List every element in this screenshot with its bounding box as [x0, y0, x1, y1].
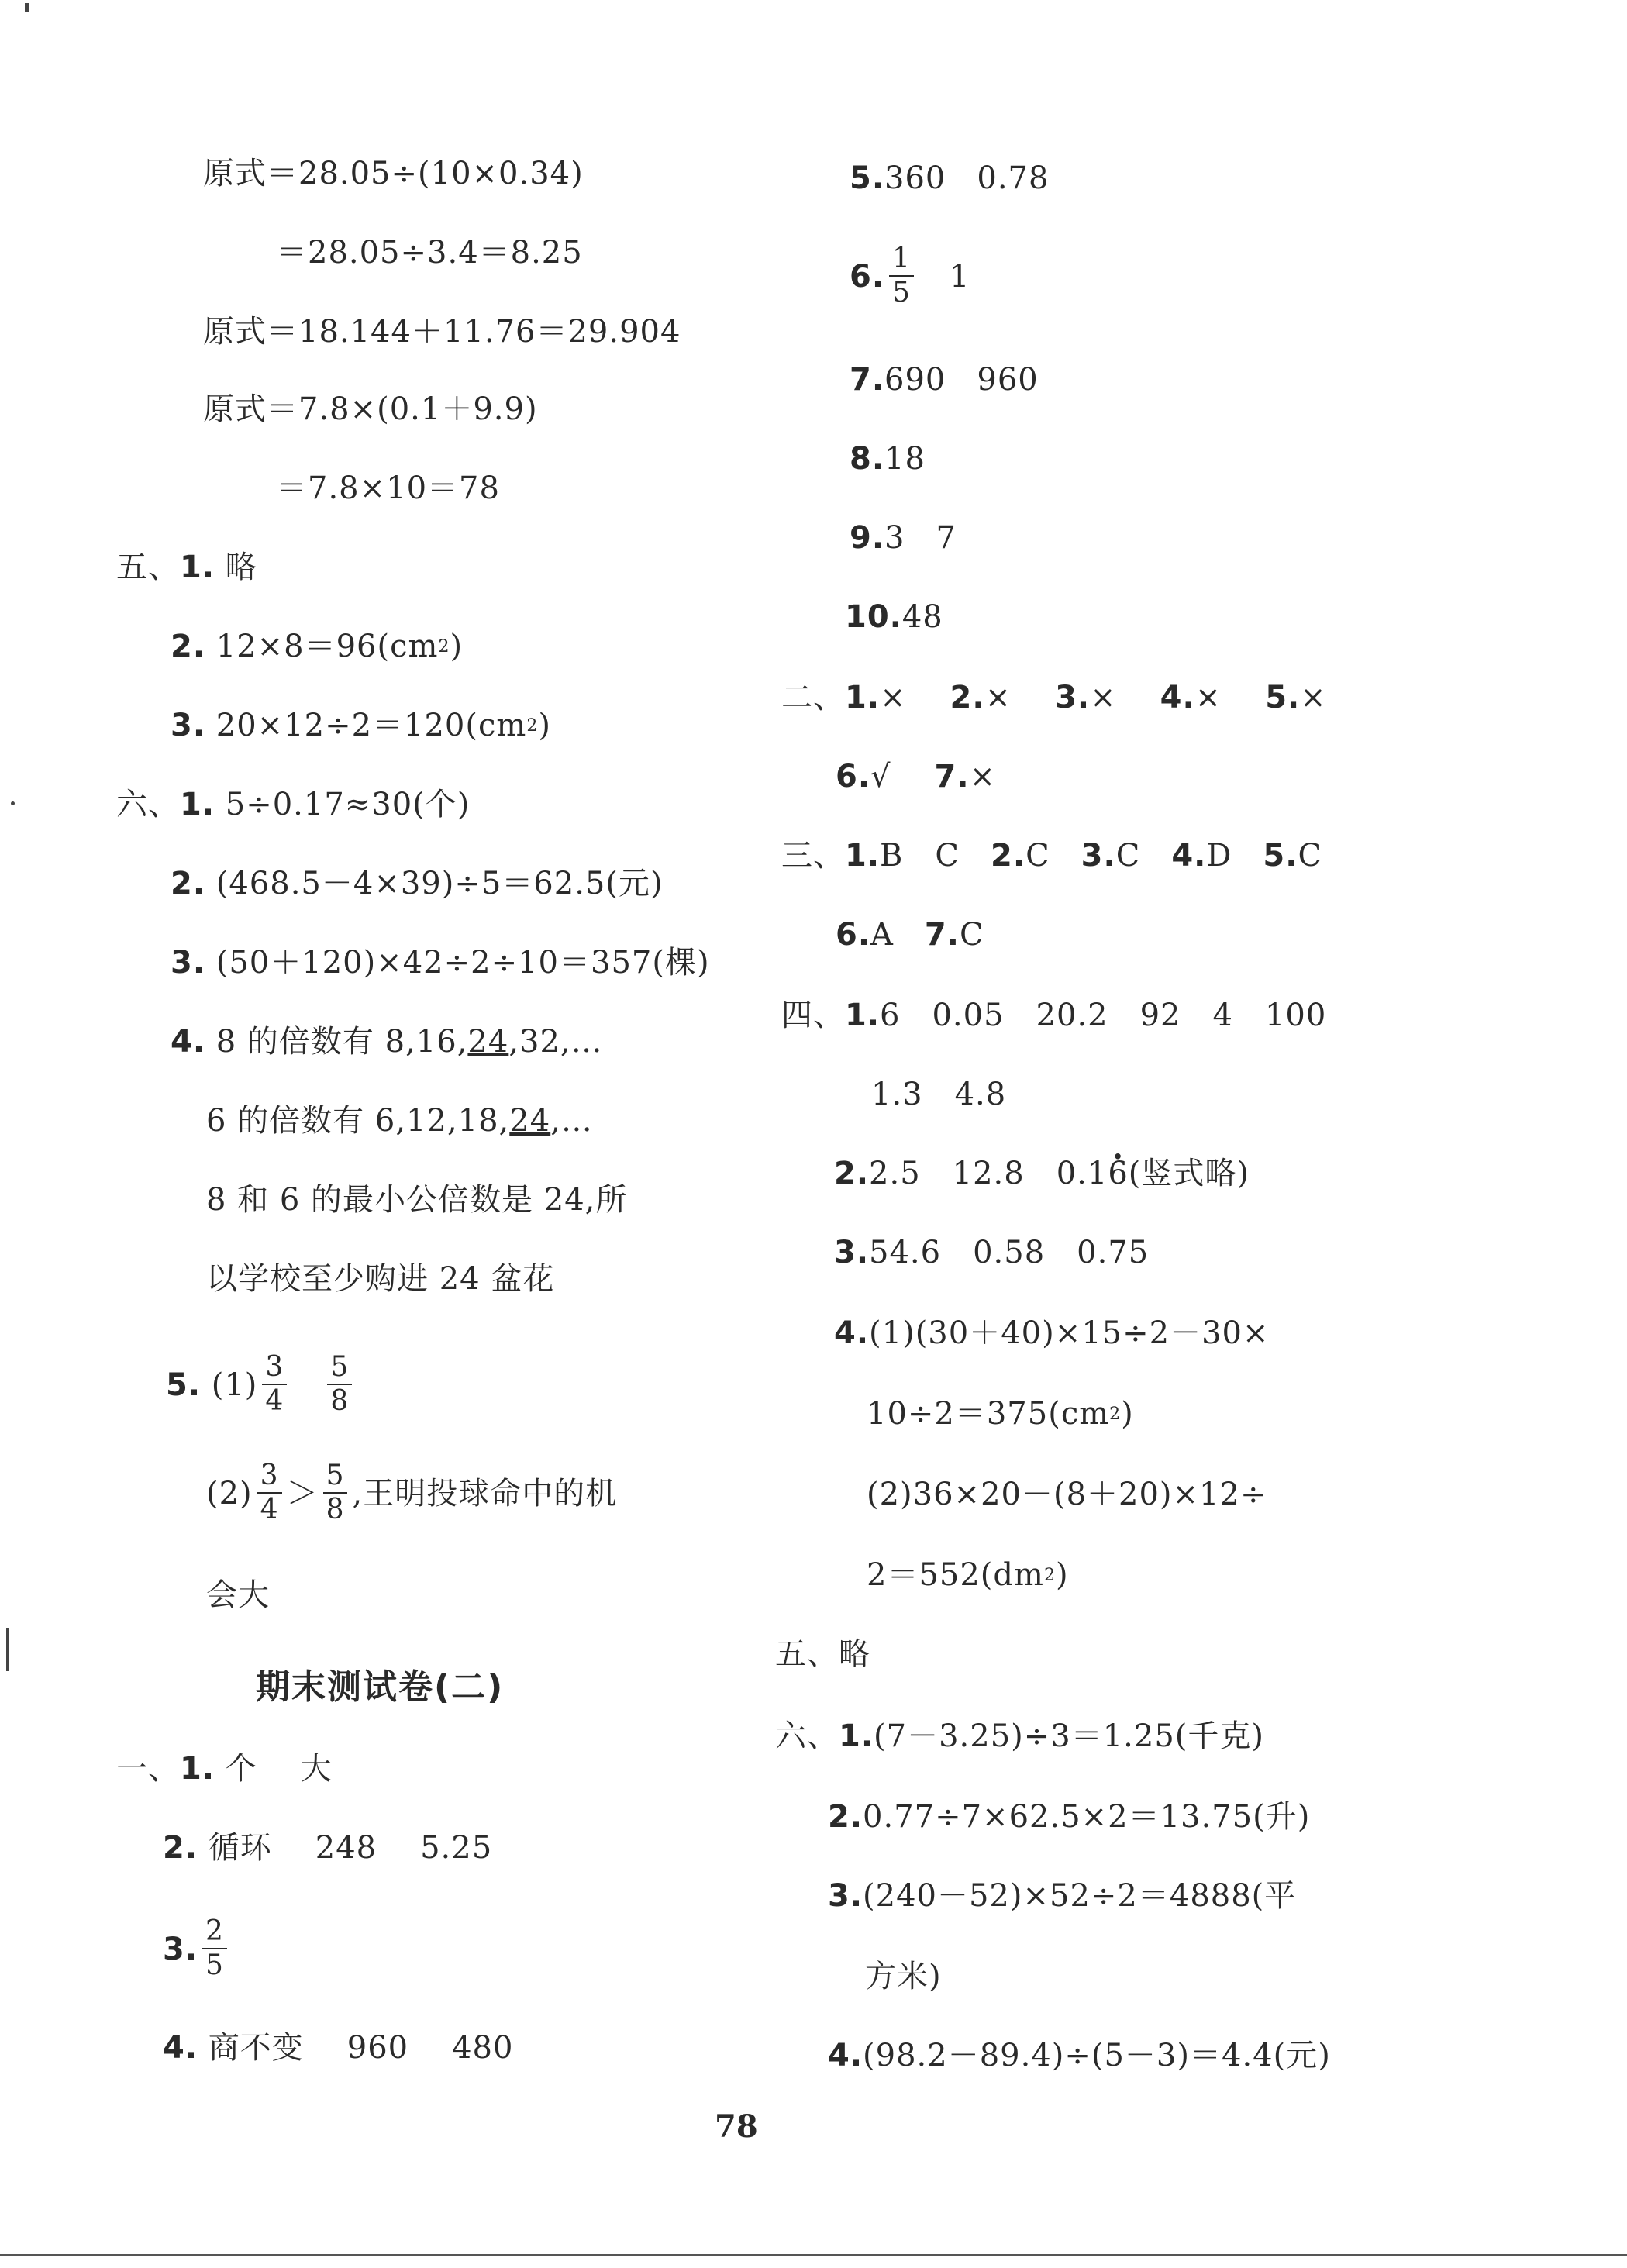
item-number: 3. [828, 1878, 863, 1914]
item-number: 1. [839, 1718, 874, 1754]
item-number: 2. [834, 1156, 870, 1191]
section-2-line-2: 6.√ 7.× [836, 759, 997, 794]
section-prefix: 三、 [781, 838, 845, 874]
section-prefix: 四、 [781, 998, 845, 1033]
fraction: $\frac{2}{5}$ [202, 1918, 227, 1980]
section-4-item-1-cont: 1.3 4.8 [871, 1077, 1007, 1112]
item-number: 6. [850, 259, 885, 295]
item-number: 5. [166, 1367, 202, 1403]
right-item-6 [850, 242, 970, 312]
section-1-item-4 [163, 2026, 513, 2070]
section-6-item-5-line-3: 会大 [206, 1577, 270, 1613]
answer-text: 480 [452, 2030, 514, 2066]
answer-text: 6 0.05 20.2 92 4 100 [880, 998, 1327, 1033]
answer-text: 0.78 [977, 160, 1050, 196]
right-item-7 [850, 358, 1039, 402]
underlined-value: 24 [467, 1024, 509, 1060]
calc-line-3: 原式＝18.144＋11.76＝29.904 [203, 314, 681, 350]
superscript: 2 [1043, 1566, 1056, 1585]
answer-text: (98.2－89.4)÷(5－3)＝4.4(元) [863, 2038, 1331, 2073]
answer-text: 循环 [208, 1830, 272, 1866]
section-3-line-1: 三、1.B C 2.C 3.C 4.D 5.C [781, 838, 1323, 874]
item-number: 2. [171, 866, 206, 901]
item-number: 3. [171, 708, 206, 743]
comparison-sign: ＞ [286, 1476, 319, 1511]
item-number: 1. [180, 550, 215, 585]
section-6-item-4-line-4: 以学校至少购进 24 盆花 [206, 1261, 555, 1297]
section-prefix: 五、 [116, 550, 180, 585]
answer-text: (竖式略) [1128, 1156, 1250, 1191]
fraction: $\frac{5}{8}$ [327, 1353, 352, 1415]
answer-text: 商不变 [208, 2030, 304, 2066]
calc-line-4: 原式＝7.8×(0.1＋9.9) [203, 391, 538, 427]
calc-line-1: 原式＝28.05÷(10×0.34) [203, 156, 584, 191]
right-item-8 [850, 437, 926, 481]
section-1-item-1 [116, 1747, 333, 1791]
section-5-right: 五、略 [775, 1636, 870, 1672]
answer-text: 248 [315, 1830, 377, 1866]
item-number: 1. [180, 1751, 215, 1787]
test-heading: 期末测试卷(二) [256, 1667, 505, 1707]
section-3-line-2: 6.A 7.C [836, 917, 984, 953]
superscript: 2 [438, 637, 450, 657]
item-number: 10. [845, 599, 902, 635]
calc-line-2: ＝28.05÷3.4＝8.25 [276, 235, 583, 271]
item-number: 1. [845, 998, 881, 1033]
section-4-item-4-line-2: $10\div 2=375(cm^2)$ [867, 1396, 1134, 1432]
answer-text: 0.77÷7×62.5×2＝13.75(升) [863, 1799, 1311, 1835]
answer-text: 5÷0.17≈30(个) [225, 787, 471, 822]
superscript: 2 [1109, 1405, 1122, 1424]
section-5-item-2 [171, 625, 463, 668]
section-prefix: 六、 [116, 787, 180, 822]
section-6-item-1 [116, 783, 470, 826]
repeating-digit: · 6 [1108, 1156, 1128, 1191]
section-6-right-item-2 [828, 1795, 1310, 1839]
answer-text: 7 [936, 520, 957, 556]
section-4-item-4-line-1 [834, 1312, 1270, 1355]
item-number: 4. [828, 2038, 863, 2073]
section-2-line-1: 二、1.× 2.× 3.× 4.× 5.× [781, 680, 1327, 715]
item-number: 3. [163, 1932, 198, 1967]
answer-text: 1 [949, 259, 970, 295]
answer-text: 略 [225, 550, 257, 585]
section-prefix: 二、 [781, 680, 845, 715]
section-4-item-1 [781, 994, 1326, 1037]
answer-text: 8 的倍数有 8,16, [215, 1024, 468, 1060]
section-6-item-4-line-3: 8 和 6 的最小公倍数是 24,所 [206, 1182, 628, 1218]
answer-text: 大 [300, 1751, 333, 1787]
section-6-right-item-1 [775, 1715, 1264, 1758]
section-prefix: 一、 [116, 1751, 180, 1787]
scan-mark [6, 1628, 9, 1671]
section-4-item-2 [834, 1152, 1250, 1195]
answer-text: 10÷2＝375(cm [867, 1396, 1110, 1432]
item-number: 2. [171, 629, 206, 664]
right-item-9 [850, 516, 957, 560]
superscript: 2 [526, 716, 539, 736]
answer-text: 48 [901, 599, 943, 635]
section-6-item-4-line-1 [171, 1020, 603, 1063]
scan-edge [0, 2254, 1627, 2256]
answer-text: ,32,… [508, 1024, 603, 1060]
item-number: 4. [171, 1024, 206, 1060]
answer-text: (468.5－4×39)÷5＝62.5(元) [215, 866, 664, 901]
section-prefix: 六、 [775, 1718, 839, 1754]
fraction: $\frac{3}{4}$ [257, 1462, 282, 1524]
answer-text-end: ) [538, 708, 551, 743]
fraction: $\frac{1}{5}$ [889, 245, 914, 307]
item-number: 1. [180, 787, 215, 822]
answer-text-end: ) [450, 629, 464, 664]
item-number: 9. [850, 520, 885, 556]
item-number: 4. [834, 1315, 870, 1351]
calc-line-5: ＝7.8×10＝78 [276, 470, 500, 506]
underlined-value: 24 [509, 1103, 551, 1139]
item-number: 8. [850, 441, 885, 477]
part-label: (2) [206, 1476, 253, 1511]
page-number: 78 [715, 2108, 758, 2145]
section-1-item-2 [163, 1826, 492, 1870]
answer-text: 960 [346, 2030, 409, 2066]
section-6-item-5-line-1 [166, 1350, 357, 1420]
answer-text: 个 [225, 1751, 257, 1787]
section-6-right-item-3 [828, 1874, 1296, 1918]
answer-text: ,… [550, 1103, 593, 1139]
answer-text: (7－3.25)÷3＝1.25(千克) [874, 1718, 1264, 1754]
answer-text: (1)(30＋40)×15÷2－30× [869, 1315, 1270, 1351]
item-number: 3. [171, 945, 206, 981]
answer-text: 2＝552(dm [867, 1557, 1044, 1593]
section-4-item-3 [834, 1231, 1149, 1274]
right-item-10 [845, 595, 943, 639]
answer-text: 5.25 [420, 1830, 493, 1866]
section-4-item-4-line-4: $2=552(dm^2)$ [867, 1557, 1069, 1593]
item-number: 4. [163, 2030, 198, 2066]
answer-text: 6 的倍数有 6,12,18, [206, 1103, 510, 1139]
item-number: 5. [850, 160, 885, 196]
section-6-item-3 [171, 941, 710, 984]
right-item-5 [850, 157, 1049, 200]
answer-text: 3 [884, 520, 905, 556]
section-6-item-4-line-2 [206, 1099, 593, 1143]
part-label: (1) [211, 1367, 258, 1403]
section-6-right-item-3-cont: 方米) [865, 1959, 942, 1994]
item-number: 2. [828, 1799, 863, 1835]
item-number: 7. [850, 362, 885, 398]
answer-text: ,王明投球命中的机 [352, 1476, 618, 1511]
scan-mark [25, 3, 29, 12]
section-5-item-1 [116, 546, 257, 589]
answer-text: (240－52)×52÷2＝4888(平 [863, 1878, 1297, 1914]
section-4-item-4-line-3: (2)36×20－(8＋20)×12÷ [867, 1477, 1267, 1512]
fraction: $\frac{5}{8}$ [323, 1462, 348, 1524]
section-1-item-3 [163, 1915, 232, 1984]
section-6-item-5-line-2 [206, 1459, 617, 1529]
answer-text: 20×12÷2＝120(cm [215, 708, 527, 743]
answer-text: 960 [977, 362, 1039, 398]
scan-mark [11, 801, 15, 805]
section-6-right-item-4 [828, 2034, 1331, 2077]
item-number: 3. [834, 1235, 870, 1270]
answer-text: 54.6 0.58 0.75 [869, 1235, 1150, 1270]
section-5-item-3 [171, 704, 551, 747]
answer-text: 18 [884, 441, 926, 477]
section-6-item-2 [171, 862, 664, 905]
answer-text: 12×8＝96(cm [215, 629, 439, 664]
answer-text: 360 [884, 160, 946, 196]
answer-text: 690 [884, 362, 946, 398]
answer-text: (50＋120)×42÷2÷10＝357(棵) [215, 945, 710, 981]
answer-text: 2.5 12.8 0.1 [869, 1156, 1108, 1191]
item-number: 2. [163, 1830, 198, 1866]
fraction: $\frac{3}{4}$ [262, 1353, 287, 1415]
